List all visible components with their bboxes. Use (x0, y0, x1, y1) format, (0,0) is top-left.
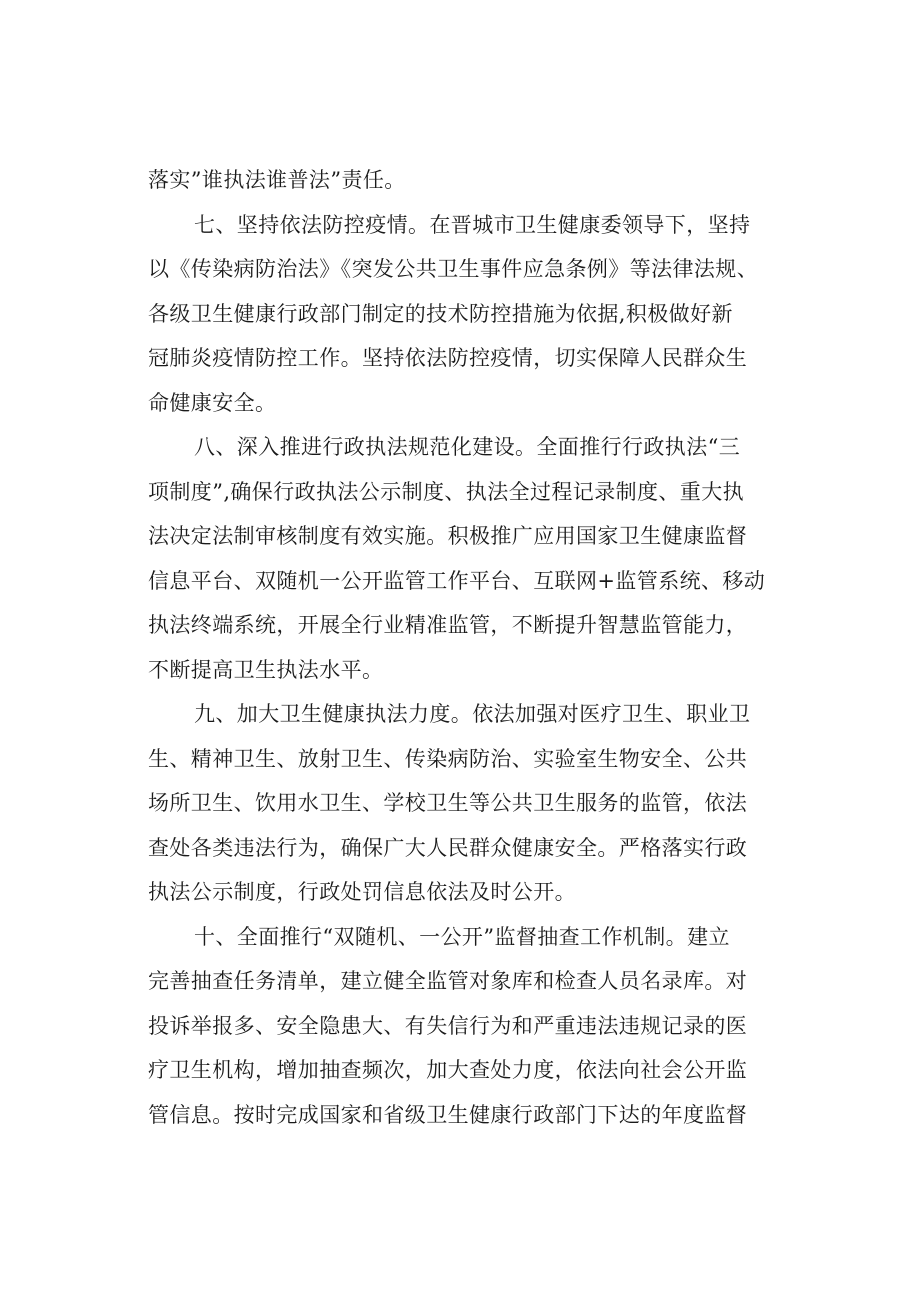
paragraph-item-9: 九、加大卫生健康执法力度。依法加强对医疗卫生、职业卫 生、精神卫生、放射卫生、传染病防治、实验室生物安全、公共 场所卫生、饮用水卫生、学校卫生等公共卫生服务的监管，依法 查处各类违法行为，确保广大人民群众健康安全。严格落实行政 执法公示制度，行政处罚信息依法及时公开。 (148, 702, 751, 904)
document-body (148, 158, 798, 1137)
paragraph-item-8: 八、深入推进行政执法规范化建设。全面推行行政执法“三 项制度”,确保行政执法公示制度、执法全过程记录制度、重大执 法决定法制审核制度有效实施。积极推广应用国家卫生健康监督 信息平台、双随机一公开监管工作平台、互联网+监管系统、移动 执法终端系统，开展全行业精准监管，不断提升智慧监管能力， 不断提高卫生执法水平。 (148, 435, 766, 682)
paragraph-item-7: 七、坚持依法防控疫情。在晋城市卫生健康委领导下，坚持 以《传染病防治法》《突发公共卫生事件应急条例》等法律法规、 各级卫生健康行政部门制定的技术防控措施为依据,积极做好新 冠肺炎疫情防控工作。坚持依法防控疫情，切实保障人民群众生 命健康安全。 (148, 212, 759, 415)
paragraph-item-10: 十、全面推行“双随机、一公开”监督抽查工作机制。建立 完善抽查任务清单，建立健全监管对象库和检查人员名录库。对 投诉举报多、安全隐患大、有失信行为和严重违法违规记录的医 疗卫生机构，增加抽查频次，加大查处力度，依法向社会公开监 管信息。按时完成国家和省级卫生健康行政部门下达的年度监督 (148, 924, 748, 1127)
paragraph-continuation: 落实”谁执法谁普法”责任。 (148, 168, 406, 192)
